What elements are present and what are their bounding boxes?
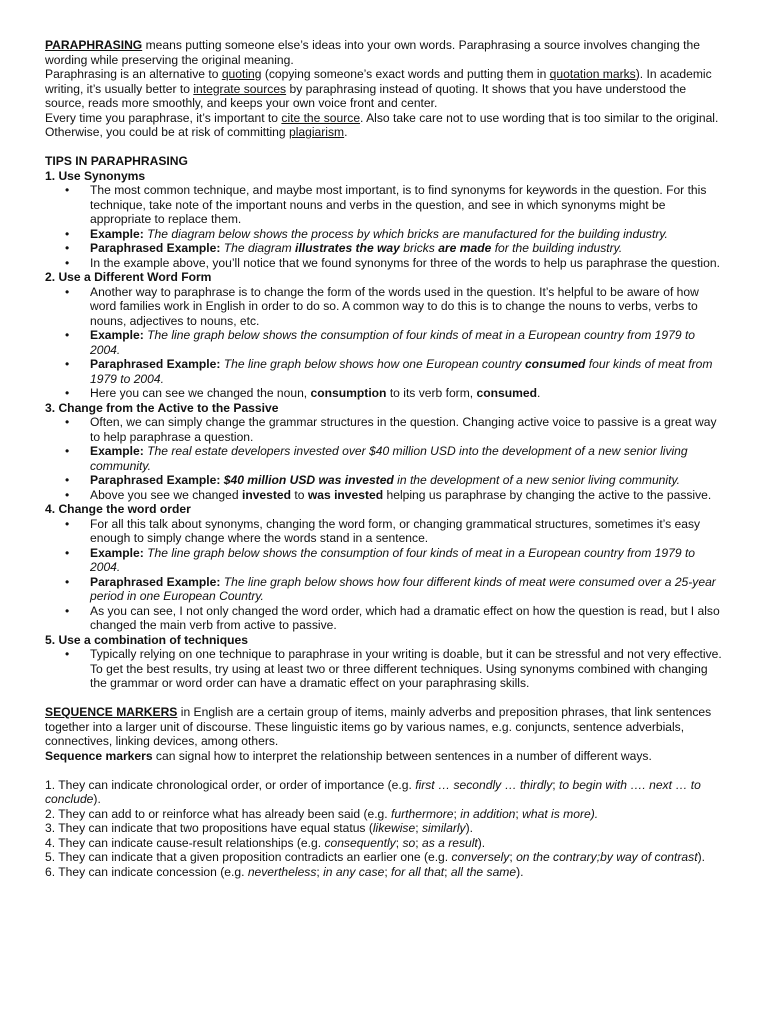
section-2-heading: 2. Use a Different Word Form — [45, 270, 212, 284]
section-2-list — [45, 285, 725, 401]
section-3-heading: 3. Change from the Active to the Passive — [45, 400, 279, 415]
intro-paragraph-2: Paraphrasing is an alternative to quoting (copying someone’s exact words and putting them in quotation marks). In academic writing, it’s usually better to integrate sources by paraphrasing instead of quoting. It shows that you have understood the source, reads more smoothly, and keeps your own voice front and center. — [45, 67, 712, 110]
list-item: • As you can see, I not only changed the word order, which had a dramatic effect on how the question is read, but I also changed the main verb from active to passive. — [45, 604, 725, 633]
sequence-item-1: 1. They can indicate chronological order, or order of importance (e.g. first … secondly … thirdly; to begin with …. next … to conclude). — [45, 777, 701, 806]
list-item: • Example: The line graph below shows the consumption of four kinds of meat in a European country from 1979 to 2004. — [45, 328, 725, 357]
list-item: • Example: The real estate developers invested over $40 million USD into the development of a new senior living community. — [45, 444, 725, 473]
list-item: • Paraphrased Example: The diagram illustrates the way bricks are made for the building industry. — [45, 241, 725, 256]
list-item: • Paraphrased Example: $40 million USD was invested in the development of a new senior living community. — [45, 473, 725, 488]
quotation-marks-link[interactable]: quotation marks — [549, 67, 636, 81]
section-5-list — [45, 647, 725, 691]
sequence-item-3: 3. They can indicate that two propositions have equal status (likewise; similarly). — [45, 821, 473, 835]
list-item: • Another way to paraphrase is to change the form of the words used in the question. It’s helpful to be aware of how word families work in English in order to do so. A common way to do this is to change the nouns to verbs, verbs to nouns, adjectives to nouns, etc. — [45, 285, 725, 329]
list-item: • Often, we can simply change the grammar structures in the question. Changing active voice to passive is a great way to help paraphrase a question. — [45, 415, 725, 444]
list-item: • Here you can see we changed the noun, consumption to its verb form, consumed. — [45, 386, 725, 401]
intro-paragraph-1: PARAPHRASING means putting someone else’s ideas into your own words. Paraphrasing a source involves changing the wording while preserving the original meaning. — [45, 38, 700, 67]
tips-title: TIPS IN PARAPHRASING — [45, 154, 188, 168]
list-item: • Above you see we changed invested to was invested helping us paraphrase by changing the active to the passive. — [45, 488, 725, 503]
sequence-item-5: 5. They can indicate that a given proposition contradicts an earlier one (e.g. conversely; on the contrary;by way of contrast). — [45, 850, 705, 864]
plagiarism-link[interactable]: plagiarism — [289, 125, 345, 139]
list-item: • The most common technique, and maybe most important, is to find synonyms for keywords in the question. For this technique, take note of the important nouns and verbs in the question, and see in which synonyms might be appropriate to replace them. — [45, 183, 725, 227]
section-4-heading: 4. Change the word order — [45, 502, 191, 516]
sequence-item-4: 4. They can indicate cause-result relationships (e.g. consequently; so; as a result). — [45, 835, 486, 850]
list-item: • Paraphrased Example: The line graph below shows how four different kinds of meat were consumed over a 25-year period in one European Country. — [45, 575, 725, 604]
section-1-heading: 1. Use Synonyms — [45, 168, 146, 183]
list-item: • For all this talk about synonyms, changing the word form, or changing grammatical structures, sometimes it’s easy enough to simply change where the words stand in a sentence. — [45, 517, 725, 546]
sequence-paragraph-1: SEQUENCE MARKERS in English are a certain group of items, mainly adverbs and preposition phrases, that link sentences together into a larger unit of discourse. These linguistic items go by various names, e.g. conjuncts, sentence adverbials, connectives, linking devices, among others. — [45, 705, 712, 748]
cite-the-source-link[interactable]: cite the source — [281, 110, 361, 125]
list-item: • In the example above, you’ll notice that we found synonyms for three of the words to help us paraphrase the question. — [45, 256, 725, 271]
sequence-item-2: 2. They can add to or reinforce what has already been said (e.g. furthermore; in addition; what is more). — [45, 806, 599, 821]
section-4-list — [45, 517, 725, 633]
integrate-sources-link[interactable]: integrate sources — [193, 81, 287, 96]
sequence-paragraph-2: Sequence markers can signal how to interpret the relationship between sentences in a number of different ways. — [45, 748, 652, 763]
list-item: • Paraphrased Example: The line graph below shows how one European country consumed four kinds of meat from 1979 to 2004. — [45, 357, 725, 386]
section-5-heading: 5. Use a combination of techniques — [45, 632, 248, 647]
sequence-item-6: 6. They can indicate concession (e.g. nevertheless; in any case; for all that; all the same). — [45, 864, 524, 879]
list-item: • Example: The line graph below shows the consumption of four kinds of meat in a European country from 1979 to 2004. — [45, 546, 725, 575]
sequence-markers-term: SEQUENCE MARKERS — [45, 705, 178, 719]
quoting-link[interactable]: quoting — [221, 67, 262, 81]
list-item: • Typically relying on one technique to paraphrase in your writing is doable, but it can be stressful and not very effective. To get the best results, try using at least two or three different techniques. Using synonyms combined with changing the grammar or word order can have a dramatic effect on your paraphrasing skills. — [45, 647, 725, 691]
section-1-list — [45, 183, 725, 270]
section-3-list — [45, 415, 725, 502]
list-item: • Example: The diagram below shows the process by which bricks are manufactured for the building industry. — [45, 227, 725, 242]
document-page — [45, 38, 725, 879]
paraphrasing-term: PARAPHRASING — [45, 38, 143, 52]
intro-paragraph-3: Every time you paraphrase, it’s important to cite the source. Also take care not to use wording that is too similar to the original. Otherwise, you could be at risk of committing plagiarism. — [45, 110, 719, 139]
